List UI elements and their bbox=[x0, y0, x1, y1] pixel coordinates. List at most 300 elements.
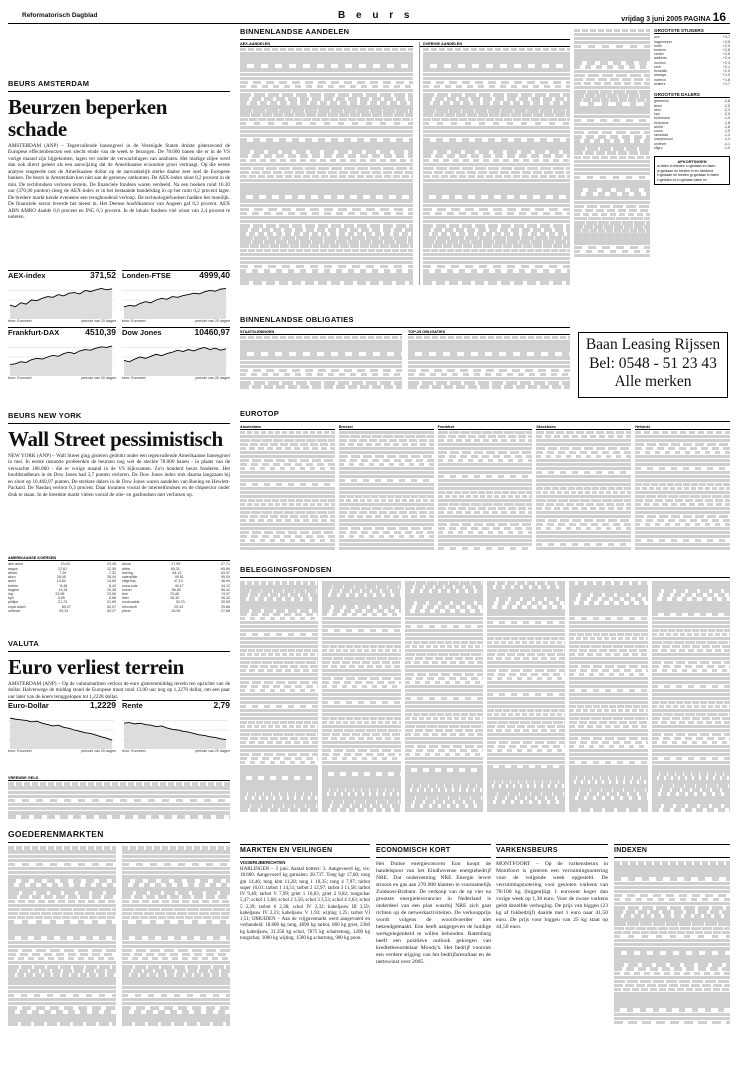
quote-row-placeholder bbox=[635, 535, 730, 538]
quote-row-placeholder bbox=[405, 753, 483, 756]
quote-row-placeholder bbox=[635, 539, 730, 542]
quote-row-placeholder bbox=[569, 673, 647, 676]
table-cell: 6,85 bbox=[57, 596, 65, 601]
quote-row-placeholder bbox=[487, 637, 565, 640]
quote-row-placeholder bbox=[240, 85, 413, 89]
quote-row-placeholder bbox=[339, 435, 434, 438]
quote-row-placeholder bbox=[322, 800, 400, 803]
quote-row-placeholder bbox=[408, 340, 570, 344]
quote-row-placeholder bbox=[408, 344, 570, 348]
table-row bbox=[654, 82, 730, 86]
chart-value: 4999,40 bbox=[199, 270, 230, 280]
kicker: BELEGGINGSFONDSEN bbox=[240, 566, 730, 578]
quote-row-placeholder bbox=[122, 875, 230, 879]
quote-row-placeholder bbox=[652, 784, 730, 787]
chart-area bbox=[124, 722, 226, 748]
quote-row-placeholder bbox=[652, 709, 730, 712]
quote-row-placeholder bbox=[574, 254, 650, 258]
quote-row-placeholder bbox=[438, 471, 533, 474]
quote-row-placeholder bbox=[635, 483, 730, 486]
quote-row-placeholder bbox=[240, 804, 318, 807]
quote-row-placeholder bbox=[122, 871, 230, 875]
quote-row-placeholder bbox=[122, 949, 230, 953]
quote-row-placeholder bbox=[8, 916, 116, 920]
quote-row-placeholder bbox=[574, 41, 650, 45]
quote-row-placeholder bbox=[423, 142, 570, 146]
market-name: Frankfurt bbox=[438, 425, 533, 430]
advertisement[interactable] bbox=[578, 332, 728, 398]
quote-row-placeholder bbox=[574, 135, 650, 139]
quote-row-placeholder bbox=[423, 105, 570, 109]
table-cell: 27,71 bbox=[221, 562, 230, 567]
table-cell: 46,94 bbox=[221, 579, 230, 584]
quote-row-placeholder bbox=[574, 237, 650, 241]
quote-row-placeholder bbox=[652, 621, 730, 624]
quote-row-placeholder bbox=[405, 729, 483, 732]
quote-row-placeholder bbox=[423, 113, 570, 117]
quote-row-placeholder bbox=[240, 356, 402, 360]
quote-row-placeholder bbox=[122, 863, 230, 867]
quote-row-placeholder bbox=[487, 653, 565, 656]
quote-row-placeholder bbox=[322, 713, 400, 716]
quote-row-placeholder bbox=[652, 673, 730, 676]
quote-row-placeholder bbox=[339, 455, 434, 458]
quote-row-placeholder bbox=[405, 665, 483, 668]
chart-period: periode van 20 dagen bbox=[81, 318, 116, 323]
currency-charts bbox=[8, 700, 230, 772]
quote-row-placeholder bbox=[536, 507, 631, 510]
chart-period: periode van 20 dagen bbox=[195, 375, 230, 380]
table-cell: ahold bbox=[654, 124, 663, 129]
quote-row-placeholder bbox=[240, 208, 413, 212]
quote-row-placeholder bbox=[240, 749, 318, 752]
quote-row-placeholder bbox=[614, 988, 730, 992]
quote-row-placeholder bbox=[569, 617, 647, 620]
quote-row-placeholder bbox=[122, 859, 230, 863]
quote-row-placeholder bbox=[405, 685, 483, 688]
quote-row-placeholder bbox=[438, 507, 533, 510]
chart-title bbox=[8, 701, 116, 711]
table-cell: smit bbox=[654, 64, 661, 69]
quote-row-placeholder bbox=[8, 875, 116, 879]
table-cell: 12,59 bbox=[107, 566, 116, 571]
quote-row-placeholder bbox=[122, 850, 230, 854]
quote-row-placeholder bbox=[339, 491, 434, 494]
quote-row-placeholder bbox=[240, 138, 413, 142]
quote-row-placeholder bbox=[339, 543, 434, 546]
quote-row-placeholder bbox=[569, 717, 647, 720]
quote-row-placeholder bbox=[423, 257, 570, 261]
quote-column bbox=[339, 425, 434, 551]
quote-row-placeholder bbox=[240, 77, 413, 81]
quote-row-placeholder bbox=[405, 737, 483, 740]
quote-row-placeholder bbox=[240, 150, 413, 154]
quote-row-placeholder bbox=[240, 52, 413, 56]
quote-row-placeholder bbox=[614, 959, 730, 963]
chart-plot bbox=[8, 281, 114, 319]
quote-row-placeholder bbox=[487, 629, 565, 632]
quote-row-placeholder bbox=[8, 941, 116, 945]
quote-row-placeholder bbox=[240, 277, 413, 281]
table-cell: 30,55 bbox=[220, 600, 230, 605]
quote-row-placeholder bbox=[438, 531, 533, 534]
table-cell: 60,07 bbox=[107, 604, 116, 609]
chart-name: Frankfurt-DAX bbox=[8, 327, 60, 337]
quote-row-placeholder bbox=[322, 757, 400, 760]
quote-row-placeholder bbox=[423, 126, 570, 130]
quote-row-placeholder bbox=[536, 483, 631, 486]
quote-row-placeholder bbox=[423, 130, 570, 134]
table-cell: boeing bbox=[122, 570, 133, 575]
quote-row-placeholder bbox=[423, 48, 570, 52]
quote-row-placeholder bbox=[423, 175, 570, 179]
table-cell: kpn bbox=[8, 596, 14, 601]
quote-row-placeholder bbox=[614, 1000, 730, 1004]
quote-row-placeholder bbox=[614, 869, 730, 873]
quote-row-placeholder bbox=[487, 792, 565, 795]
quote-row-placeholder bbox=[652, 796, 730, 799]
quote-column bbox=[240, 581, 318, 813]
quote-row-placeholder bbox=[240, 633, 318, 636]
quote-row-placeholder bbox=[240, 253, 413, 257]
quote-row-placeholder bbox=[8, 998, 116, 1002]
quote-row-placeholder bbox=[8, 945, 116, 949]
kicker: BINNENLANDSE OBLIGATIES bbox=[240, 316, 570, 328]
quote-row-placeholder bbox=[240, 336, 402, 340]
quote-row-placeholder bbox=[405, 761, 483, 764]
quote-row-placeholder bbox=[487, 709, 565, 712]
table-cell: besi bbox=[654, 107, 661, 112]
article-body: AMSTERDAM (ANP) – Op de valutamarkten verloor de euro gisterenmiddag terrein ten opzichte van de dollar. Halverwege de middag stond de Europese munt rond 13.00 uur nog op 1,2270 dollar, om een paar uur later van de koers teruggelopen tot 1,2228 dollar. bbox=[8, 680, 230, 700]
quote-row-placeholder bbox=[8, 1002, 116, 1006]
quote-row-placeholder bbox=[487, 753, 565, 756]
quote-row-placeholder bbox=[423, 73, 570, 77]
quote-row-placeholder bbox=[240, 60, 413, 64]
quote-row-placeholder bbox=[322, 697, 400, 700]
quote-row-placeholder bbox=[240, 113, 413, 117]
quote-row-placeholder bbox=[240, 56, 413, 60]
top-losers-title: GROOTSTE DALERS bbox=[654, 92, 730, 98]
table-cell: 21,73 bbox=[58, 600, 68, 605]
quote-row-placeholder bbox=[240, 685, 318, 688]
quote-row-placeholder bbox=[8, 908, 116, 912]
quote-row-placeholder bbox=[536, 479, 631, 482]
quote-row-placeholder bbox=[487, 645, 565, 648]
headline: Euro verliest terrein bbox=[8, 654, 185, 679]
quote-row-placeholder bbox=[240, 122, 413, 126]
table-cell: pfizer bbox=[122, 608, 131, 613]
quote-row-placeholder bbox=[652, 717, 730, 720]
quote-row-placeholder bbox=[652, 788, 730, 791]
chart-plot bbox=[122, 338, 228, 376]
quote-row-placeholder bbox=[423, 97, 570, 101]
kicker: ECONOMISCH KORT bbox=[376, 844, 491, 858]
index-chart bbox=[122, 327, 230, 380]
quote-row-placeholder bbox=[423, 269, 570, 273]
quote-row-placeholder bbox=[487, 601, 565, 604]
quote-row-placeholder bbox=[405, 681, 483, 684]
quote-row-placeholder bbox=[569, 609, 647, 612]
quote-row-placeholder bbox=[569, 784, 647, 787]
quote-row-placeholder bbox=[569, 581, 647, 584]
quote-row-placeholder bbox=[240, 677, 318, 680]
quote-row-placeholder bbox=[240, 68, 413, 72]
quote-row-placeholder bbox=[240, 118, 413, 122]
kicker: VARKENSBEURS bbox=[496, 844, 608, 858]
quote-row-placeholder bbox=[635, 495, 730, 498]
table-cell: 75,48 bbox=[169, 592, 179, 596]
article-body: HARLINGEN – 3 juni. Aantal kotters: 3. Aangevoerd kg, vis: 18.600. Aangevoerd kg garnalen: 28.737. Tong kgr 17,80; tong gm 14,46; tong klm 11,28; tong 1 10,35; tong 4 7,97; tarbot super 16,01; tarbot 1 14,51; tarbot 2 12,97; tarbot 3 11,58; tarbot IV 9,40; tarbot V 7,99; griet 1 10,83; griet 2 9,82; tongschar 5,47; schol 1 3,68; schol 2 3,56; schol 3 3,53; schol 4 3,63; schol 5 2,39; tarbot 6 2,38; schol IV 2,32; kabeljauw III 3,59; kabeljauw IV 2,23; kabeljauw V 1,93; wijting 1,25; tarbot VI 1,51; IJMUIDEN – Aan de vrijgavemarkt werd aangevoerd en verhandeld: 18.800 kg tong, 4690 kg tarbot, 860 kg griet, 2360 kg kabeljauw, 31.350 kg schol, 7875 kg scharretong, 1200 kg tongschar, 1800 kg wijting, 1500 kg schartong, 900 kg poon. bbox=[240, 867, 370, 941]
quote-row-placeholder bbox=[652, 772, 730, 775]
quote-row-placeholder bbox=[405, 589, 483, 592]
quote-row-placeholder bbox=[405, 749, 483, 752]
chart-plot bbox=[8, 711, 114, 749]
quote-row-placeholder bbox=[635, 463, 730, 466]
chart-name: Londen-FTSE bbox=[122, 271, 171, 280]
chart-caption bbox=[122, 319, 230, 323]
quote-row-placeholder bbox=[240, 721, 318, 724]
quote-row-placeholder bbox=[339, 547, 434, 550]
quote-row-placeholder bbox=[408, 369, 570, 373]
quote-row-placeholder bbox=[322, 637, 400, 640]
quote-row-placeholder bbox=[536, 459, 631, 462]
quote-row-placeholder bbox=[408, 377, 570, 381]
quote-row-placeholder bbox=[240, 511, 335, 514]
quote-row-placeholder bbox=[8, 949, 116, 953]
quote-row-placeholder bbox=[240, 73, 413, 77]
quote-row-placeholder bbox=[8, 799, 230, 803]
quote-row-placeholder bbox=[423, 220, 570, 224]
table-cell: aegon bbox=[8, 566, 18, 571]
quote-row-placeholder bbox=[574, 196, 650, 200]
table-cell: 28,44 bbox=[107, 575, 116, 580]
chart-period: periode van 20 dagen bbox=[195, 748, 230, 753]
quote-row-placeholder bbox=[122, 908, 230, 912]
quote-row-placeholder bbox=[635, 471, 730, 474]
chart-title bbox=[8, 271, 116, 281]
quote-row-placeholder bbox=[240, 199, 413, 203]
quote-row-placeholder bbox=[614, 865, 730, 869]
table-cell: mcdonalds bbox=[122, 600, 140, 605]
quote-row-placeholder bbox=[405, 804, 483, 807]
quote-row-placeholder bbox=[423, 159, 570, 163]
quote-row-placeholder bbox=[652, 629, 730, 632]
quote-row-placeholder bbox=[487, 593, 565, 596]
kicker: VALUTA bbox=[8, 640, 230, 652]
quote-row-placeholder bbox=[652, 653, 730, 656]
quote-row-placeholder bbox=[569, 665, 647, 668]
index-chart bbox=[8, 700, 116, 753]
quote-row-placeholder bbox=[122, 883, 230, 887]
quote-row-placeholder bbox=[438, 519, 533, 522]
quote-row-placeholder bbox=[652, 765, 730, 768]
quote-row-placeholder bbox=[423, 134, 570, 138]
quote-row-placeholder bbox=[574, 213, 650, 217]
quote-row-placeholder bbox=[405, 745, 483, 748]
quote-row-placeholder bbox=[423, 64, 570, 68]
table-cell: 23,96 bbox=[106, 592, 116, 596]
quote-row-placeholder bbox=[240, 741, 318, 744]
quote-row-placeholder bbox=[339, 431, 434, 434]
table-cell: +2,4 bbox=[722, 56, 730, 61]
quote-row-placeholder bbox=[652, 601, 730, 604]
quote-row-placeholder bbox=[652, 665, 730, 668]
quote-row-placeholder bbox=[122, 994, 230, 998]
quote-row-placeholder bbox=[240, 101, 413, 105]
quote-row-placeholder bbox=[8, 795, 230, 799]
quote-row-placeholder bbox=[614, 886, 730, 890]
abbreviations-title: AFKORTINGEN bbox=[677, 159, 707, 165]
quote-row-placeholder bbox=[322, 804, 400, 807]
quote-row-placeholder bbox=[322, 784, 400, 787]
quote-row-placeholder bbox=[240, 183, 413, 187]
quote-row-placeholder bbox=[487, 673, 565, 676]
table-cell: ibm bbox=[122, 592, 128, 596]
chart-period: periode van 20 dagen bbox=[81, 375, 116, 380]
quote-row-placeholder bbox=[487, 681, 565, 684]
quote-row-placeholder bbox=[652, 701, 730, 704]
quote-row-placeholder bbox=[122, 900, 230, 904]
quote-row-placeholder bbox=[405, 641, 483, 644]
quote-row-placeholder bbox=[635, 487, 730, 490]
table-cell: unilever bbox=[8, 608, 21, 613]
quote-row-placeholder bbox=[574, 74, 650, 78]
table-cell: 23,98 bbox=[55, 592, 65, 596]
quote-row-placeholder bbox=[240, 661, 318, 664]
quote-row-placeholder bbox=[652, 661, 730, 664]
quote-row-placeholder bbox=[405, 697, 483, 700]
quote-row-placeholder bbox=[635, 467, 730, 470]
quote-row-placeholder bbox=[322, 629, 400, 632]
table-cell: 44,12 bbox=[220, 583, 230, 588]
table-row bbox=[654, 146, 730, 150]
quote-row-placeholder bbox=[339, 487, 434, 490]
quote-row-placeholder bbox=[487, 804, 565, 807]
quote-row-placeholder bbox=[8, 973, 116, 977]
quote-row-placeholder bbox=[240, 665, 318, 668]
quote-row-placeholder bbox=[322, 717, 400, 720]
quote-row-placeholder bbox=[408, 352, 570, 356]
chart-plot bbox=[8, 338, 114, 376]
quote-column bbox=[240, 425, 335, 551]
quote-row-placeholder bbox=[240, 808, 318, 811]
quote-row-placeholder bbox=[614, 922, 730, 926]
table-title: VREEMDE GELD bbox=[8, 776, 230, 781]
quote-row-placeholder bbox=[240, 244, 413, 248]
quote-row-placeholder bbox=[487, 768, 565, 771]
quote-row-placeholder bbox=[652, 693, 730, 696]
quote-row-placeholder bbox=[652, 721, 730, 724]
table-cell: coca-cola bbox=[122, 583, 138, 588]
quote-row-placeholder bbox=[322, 661, 400, 664]
quote-row-placeholder bbox=[574, 151, 650, 155]
quote-row-placeholder bbox=[405, 633, 483, 636]
quote-row-placeholder bbox=[487, 701, 565, 704]
quote-row-placeholder bbox=[240, 613, 318, 616]
quote-row-placeholder bbox=[438, 535, 533, 538]
table-cell: +2,8 bbox=[722, 47, 730, 52]
table-cell: heijmans bbox=[654, 120, 669, 125]
quote-row-placeholder bbox=[322, 681, 400, 684]
quote-row-placeholder bbox=[438, 459, 533, 462]
abbreviations-text: a=laten b=bieden c=gedaan en laten d=gedaan en bieden e=ex dividend f=gedaan en bieden g=gedaan h=laten i=gelaten ex k=gedaan laten ex bbox=[657, 164, 719, 182]
quote-row-placeholder bbox=[574, 29, 650, 33]
quote-row-placeholder bbox=[8, 895, 116, 899]
quote-row-placeholder bbox=[423, 224, 570, 228]
table-cell: 95,05 bbox=[221, 575, 230, 580]
quote-row-placeholder bbox=[405, 741, 483, 744]
table-cell: -2,0 bbox=[723, 112, 730, 117]
quote-row-placeholder bbox=[240, 499, 335, 502]
quote-row-placeholder bbox=[240, 175, 413, 179]
quote-row-placeholder bbox=[652, 745, 730, 748]
table-cell: getronics bbox=[654, 99, 669, 104]
table-cell: -1,9 bbox=[723, 116, 730, 121]
table-cell: +1,8 bbox=[722, 77, 730, 82]
quote-row-placeholder bbox=[322, 780, 400, 783]
quote-row-placeholder bbox=[322, 741, 400, 744]
quote-row-placeholder bbox=[240, 796, 318, 799]
quote-row-placeholder bbox=[240, 709, 318, 712]
quote-row-placeholder bbox=[569, 733, 647, 736]
investment-funds bbox=[240, 566, 730, 838]
quote-row-placeholder bbox=[322, 641, 400, 644]
quote-row-placeholder bbox=[536, 547, 631, 550]
quote-row-placeholder bbox=[322, 669, 400, 672]
table-cell: numico bbox=[654, 60, 666, 65]
ad-line-2: Bel: 0548 - 51 23 43 bbox=[589, 354, 717, 372]
quote-row-placeholder bbox=[8, 924, 116, 928]
quote-row-placeholder bbox=[322, 649, 400, 652]
quote-row-placeholder bbox=[438, 547, 533, 550]
quote-row-placeholder bbox=[487, 665, 565, 668]
market-name: Brussel bbox=[339, 425, 434, 430]
quote-row-placeholder bbox=[322, 709, 400, 712]
quote-row-placeholder bbox=[652, 776, 730, 779]
quote-row-placeholder bbox=[487, 661, 565, 664]
table-cell: asmi bbox=[654, 103, 662, 108]
quote-row-placeholder bbox=[438, 523, 533, 526]
quote-row-placeholder bbox=[652, 737, 730, 740]
table-cell: -1,1 bbox=[723, 141, 730, 146]
table-cell: philips bbox=[8, 600, 19, 605]
quote-row-placeholder bbox=[614, 927, 730, 931]
quote-row-placeholder bbox=[339, 459, 434, 462]
table-cell: 23,43 bbox=[60, 562, 70, 567]
quote-row-placeholder bbox=[652, 633, 730, 636]
quote-row-placeholder bbox=[487, 796, 565, 799]
quote-row-placeholder bbox=[405, 625, 483, 628]
chart-source: bron: Euronext bbox=[8, 318, 32, 323]
quote-row-placeholder bbox=[569, 792, 647, 795]
table-cell: 26,33 bbox=[221, 596, 230, 601]
quote-row-placeholder bbox=[574, 246, 650, 250]
quote-row-placeholder bbox=[487, 717, 565, 720]
table-cell: hagem bbox=[8, 587, 19, 592]
quote-row-placeholder bbox=[322, 685, 400, 688]
quote-row-placeholder bbox=[635, 439, 730, 442]
quote-row-placeholder bbox=[405, 613, 483, 616]
quote-row-placeholder bbox=[240, 224, 413, 228]
top25-title: TOP-25 OBLIGATIES bbox=[408, 330, 570, 335]
table-cell: 12,61 bbox=[58, 566, 67, 571]
quote-row-placeholder bbox=[487, 784, 565, 787]
quote-row-placeholder bbox=[536, 503, 631, 506]
quote-row-placeholder bbox=[574, 127, 650, 131]
quote-row-placeholder bbox=[339, 539, 434, 542]
table-cell: 53,27 bbox=[107, 608, 116, 613]
headline: Wall Street pessimistisch bbox=[8, 426, 223, 451]
